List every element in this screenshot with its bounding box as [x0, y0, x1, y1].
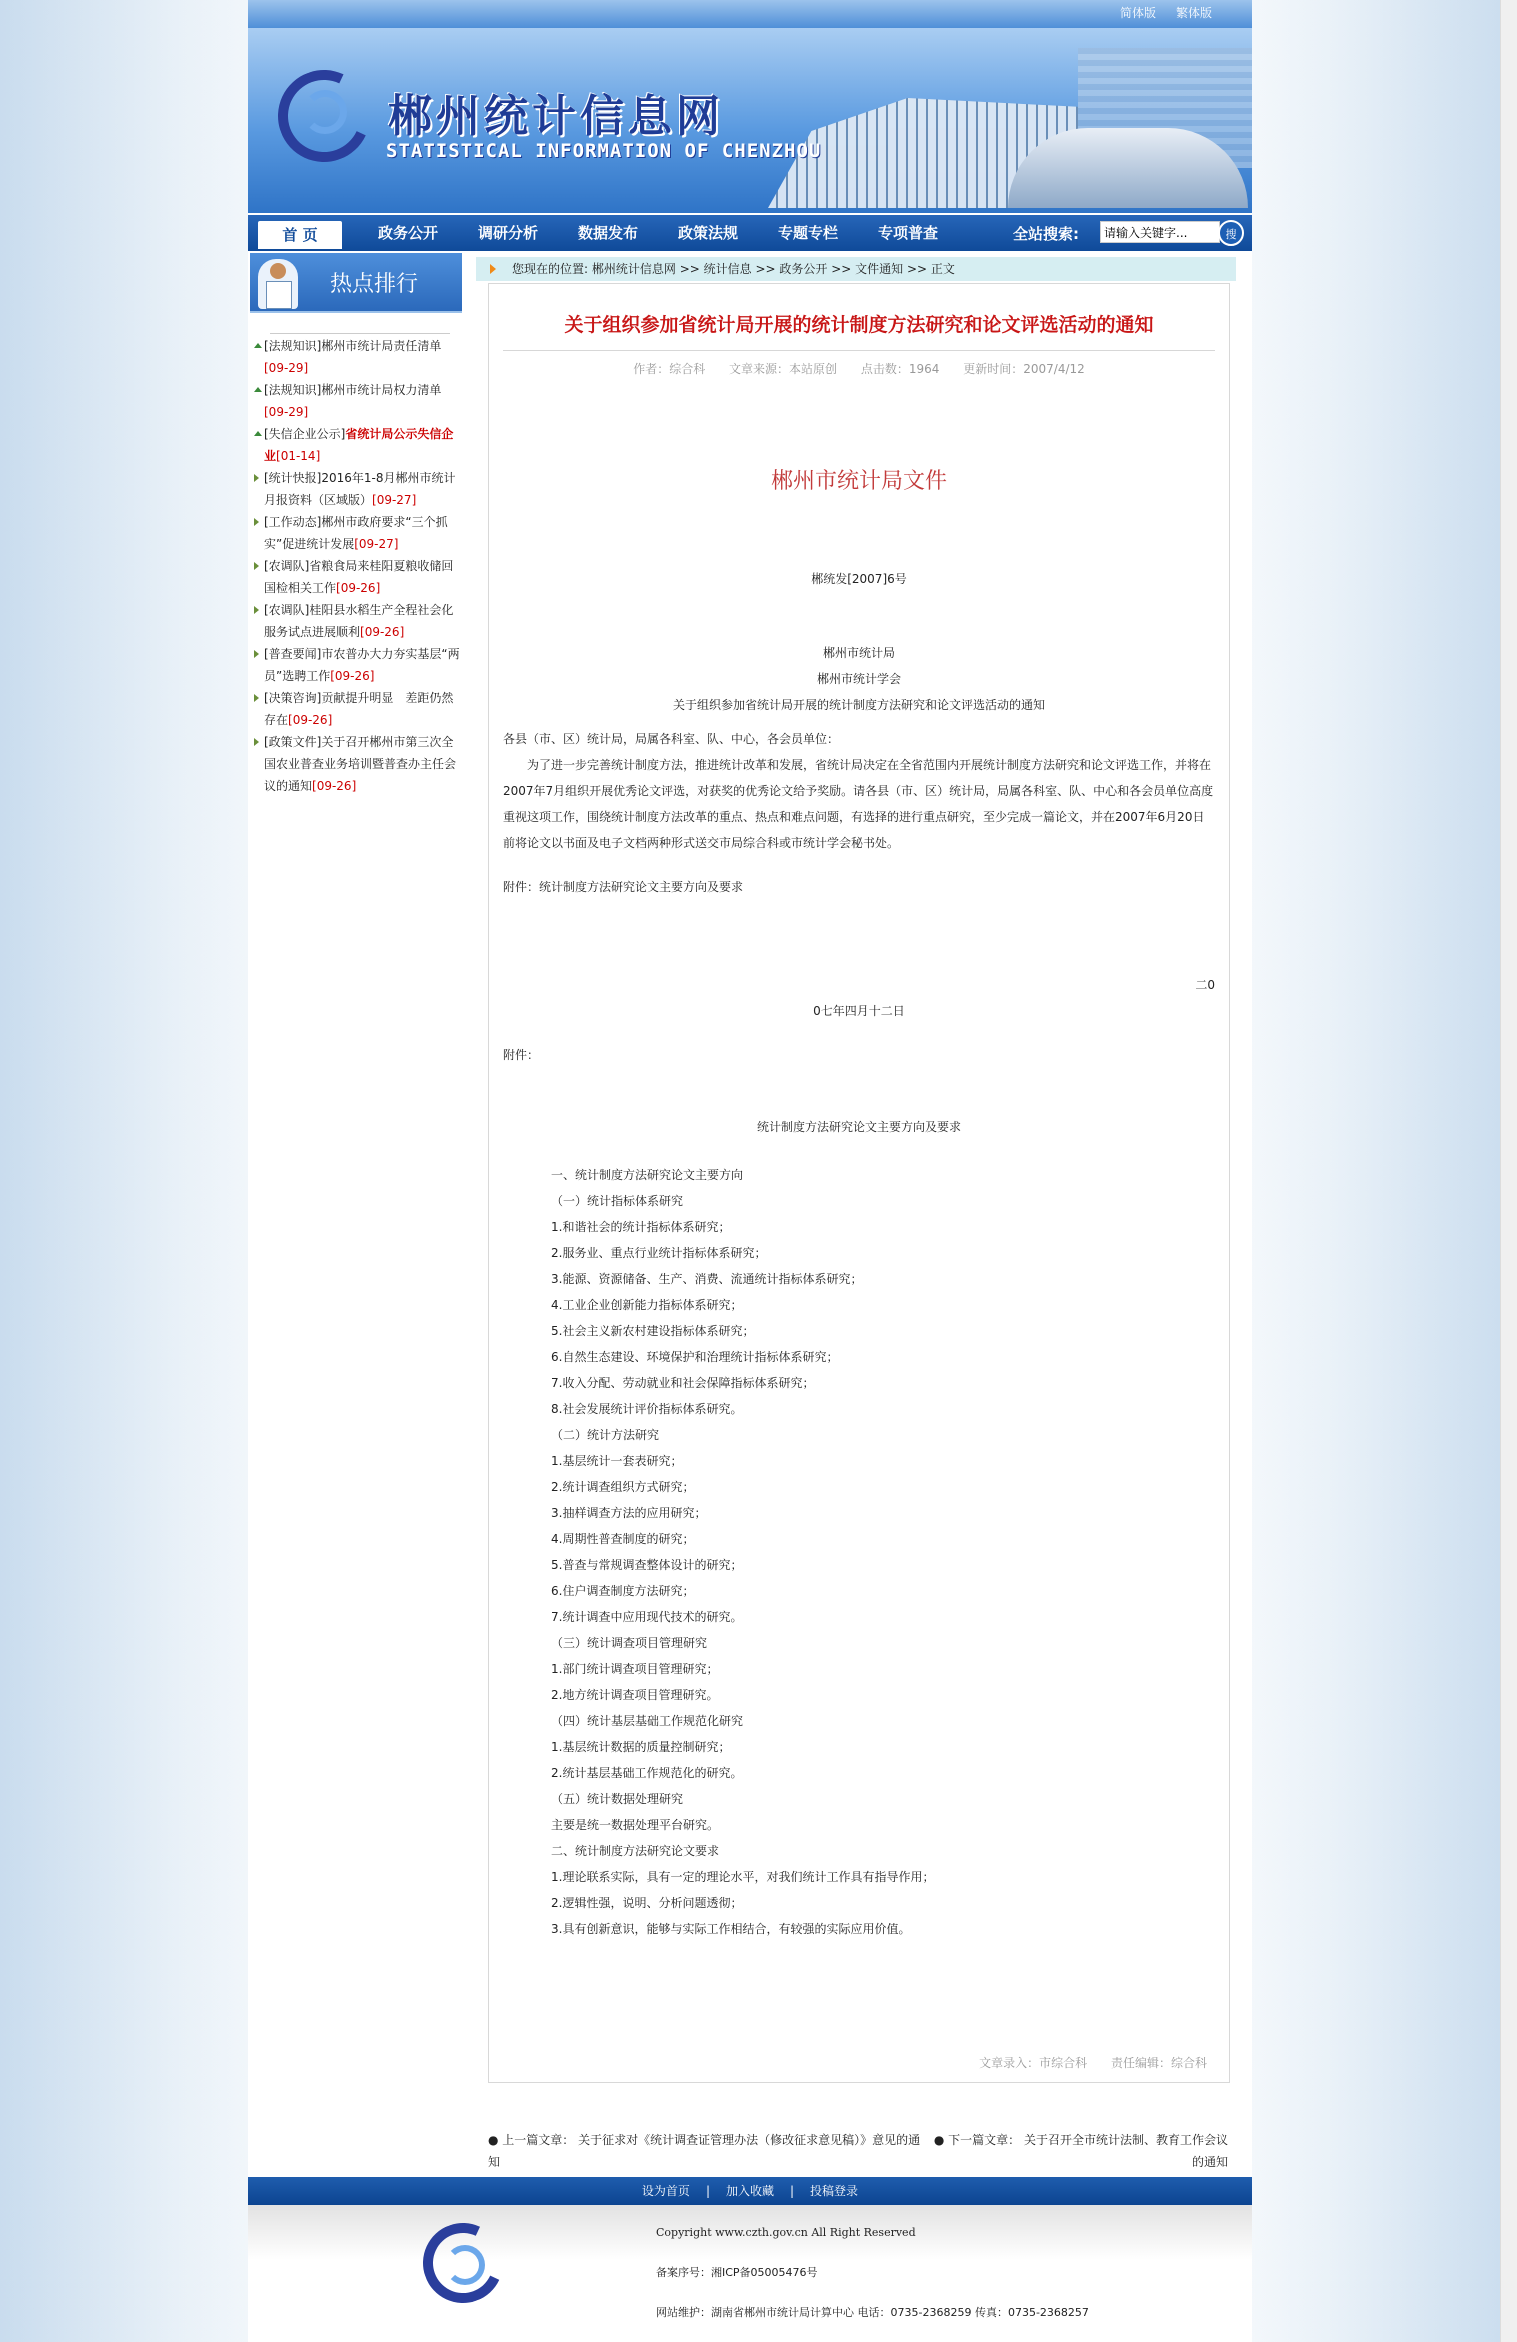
- hot-item-link[interactable]: [决策咨询]贡献提升明显 差距仍然存在: [264, 691, 454, 727]
- attachment-label: 附件：: [503, 1048, 540, 1062]
- hot-item-date: [09-27]: [372, 493, 417, 507]
- breadcrumb-separator: >>: [903, 262, 931, 276]
- attachment-reference: 附件：统计制度方法研究论文主要方向及要求: [503, 880, 744, 894]
- hot-item-link[interactable]: [失信企业公示]: [264, 427, 346, 441]
- requirement-line: 2.统计调查组织方式研究；: [551, 1480, 695, 1494]
- breadcrumb-separator: >>: [827, 262, 856, 276]
- article-clicks: 点击数：1964: [860, 362, 940, 376]
- requirement-line: 1.基层统计一套表研究；: [551, 1454, 683, 1468]
- requirement-line: 8.社会发展统计评价指标体系研究。: [551, 1402, 743, 1416]
- site-footer: [248, 2205, 1252, 2342]
- requirement-line: 5.社会主义新农村建设指标体系研究；: [551, 1324, 755, 1338]
- hot-ranking-divider: [270, 333, 450, 334]
- nav-research[interactable]: 调研分析: [477, 224, 538, 242]
- document-header: 郴州市统计局文件: [770, 469, 947, 494]
- breadcrumb-item[interactable]: 统计信息: [703, 262, 752, 276]
- article-editor: 责任编辑：综合科: [1110, 2056, 1207, 2070]
- breadcrumb-item: 正文: [930, 262, 955, 276]
- search-button[interactable]: 搜: [1218, 220, 1244, 246]
- attachment-title: 统计制度方法研究论文主要方向及要求: [756, 1120, 961, 1134]
- requirement-line: （一）统计指标体系研究: [551, 1194, 684, 1208]
- icp-record: 备案序号：湘ICP备05005476号: [656, 2266, 818, 2279]
- site-logo-inner-icon: [303, 90, 347, 134]
- page-scrollbar[interactable]: [1500, 0, 1517, 2342]
- requirement-line: （五）统计数据处理研究: [551, 1792, 684, 1806]
- prev-article-link[interactable]: 关于征求对《统计调查证管理办法（修改征求意见稿）》意见的通知: [488, 2133, 921, 2169]
- body-paragraph: 为了进一步完善统计制度方法，推进统计改革和发展，省统计局决定在全省范围内开展统计制度方法研究和论文评选工作，并将在2007年7月组织开展优秀论文评选，对获奖的优秀论文给予奖励。请各县（市、区）统计局，局属各科室、队、中心和各会员单位高度重视这项工作，围绕统计制度方法改革的重点、热点和难点问题，有选择的进行重点研究，至少完成一篇论文，并在2007年6月20日前将论文以书面及电子文档两种形式送交市局综合科或市统计学会秘书处。: [503, 758, 1214, 850]
- copyright: Copyright www.czth.gov.cn All Right Reserved: [656, 2226, 916, 2239]
- article-footer: [959, 2054, 1207, 2071]
- hot-item-date: [09-29]: [264, 405, 309, 419]
- hot-item-link[interactable]: [工作动态]郴州市政府要求“三个抓实”促进统计发展: [264, 515, 448, 551]
- prev-article: ● 上一篇文章： 关于征求对《统计调查证管理办法（修改征求意见稿）》意见的通知: [488, 2133, 921, 2169]
- hot-item-link[interactable]: [政策文件]关于召开郴州市第三次全国农业普查业务培训暨普查办主任会议的通知: [264, 735, 457, 793]
- breadcrumb-label: 您现在的位置:: [512, 262, 592, 276]
- hot-item-highlight: 省统计局公示失信企业: [264, 427, 454, 463]
- date-line-a: 二0: [1195, 978, 1215, 992]
- requirement-line: 4.工业企业创新能力指标体系研究；: [551, 1298, 743, 1312]
- article-author: 作者：综合科: [633, 362, 706, 376]
- hot-item[interactable]: [252, 555, 462, 599]
- breadcrumb-separator: >>: [751, 262, 780, 276]
- hot-item[interactable]: [252, 511, 462, 555]
- requirement-line: （二）统计方法研究: [551, 1428, 660, 1442]
- nav-policy[interactable]: 政策法规: [677, 224, 738, 242]
- salutation: 各县（市、区）统计局，局属各科室、队、中心，各会员单位：: [503, 732, 840, 746]
- hot-item[interactable]: [252, 643, 462, 687]
- breadcrumb-separator: >>: [675, 262, 704, 276]
- hot-item-date: [09-26]: [312, 779, 357, 793]
- breadcrumb: [476, 257, 1236, 281]
- requirement-line: 主要是统一数据处理平台研究。: [551, 1818, 720, 1832]
- requirement-line: 1.和谐社会的统计指标体系研究；: [551, 1220, 731, 1234]
- nav-special-topics[interactable]: 专题专栏: [777, 224, 838, 242]
- requirement-line: 2.逻辑性强，说明、分析问题透彻；: [551, 1896, 743, 1910]
- breadcrumb-item[interactable]: 郴州统计信息网: [591, 262, 676, 276]
- requirement-line: （三）统计调查项目管理研究: [551, 1636, 708, 1650]
- submit-login-link[interactable]: 投稿登录: [810, 2184, 859, 2198]
- nav-government-affairs[interactable]: 政务公开: [377, 224, 438, 242]
- nav-census[interactable]: 专项普查: [877, 224, 938, 242]
- lang-simplified-link[interactable]: 简体版: [1119, 6, 1156, 20]
- page-wrapper: [248, 0, 1252, 2342]
- footbar-sep-1: |: [705, 2184, 710, 2198]
- breadcrumb-item[interactable]: 文件通知: [855, 262, 904, 276]
- requirement-line: 4.周期性普查制度的研究；: [551, 1532, 695, 1546]
- requirement-line: 7.统计调查中应用现代技术的研究。: [551, 1610, 743, 1624]
- nav-items: [258, 223, 958, 249]
- requirements-list: [551, 1162, 1211, 1942]
- footbar-sep-2: |: [790, 2184, 795, 2198]
- hot-item[interactable]: [252, 335, 462, 379]
- site-name: 郴州统计信息网: [388, 91, 724, 142]
- document-number: 郴统发[2007]6号: [811, 572, 907, 586]
- hot-ranking-list: [252, 335, 462, 797]
- article-body: [503, 726, 1215, 900]
- title-divider: [503, 350, 1215, 351]
- requirement-line: 2.地方统计调查项目管理研究。: [551, 1688, 719, 1702]
- next-label: 下一篇文章：: [948, 2133, 1021, 2147]
- lang-traditional-link[interactable]: 繁体版: [1175, 6, 1212, 20]
- reader-icon: [258, 259, 298, 309]
- next-article: ● 下一篇文章： 关于召开全市统计法制、教育工作会议的通知: [933, 2133, 1228, 2169]
- requirement-line: 1.部门统计调查项目管理研究；: [551, 1662, 719, 1676]
- hot-item[interactable]: [252, 731, 462, 797]
- requirement-line: 3.能源、资源储备、生产、消费、流通统计指标体系研究；: [551, 1272, 863, 1286]
- set-homepage-link[interactable]: 设为首页: [641, 2184, 690, 2198]
- hot-item-date: [09-26]: [336, 581, 381, 595]
- issuer-2: 郴州市统计学会: [816, 672, 901, 686]
- footer-info: [656, 2213, 1089, 2333]
- hot-ranking-header: [250, 253, 462, 313]
- maintainer: 网站维护：湖南省郴州市统计局计算中心 电话：0735-2368259 传真：0735-2368257: [656, 2306, 1089, 2319]
- requirement-line: 5.普查与常规调查整体设计的研究；: [551, 1558, 743, 1572]
- requirement-line: 1.理论联系实际，具有一定的理论水平，对我们统计工作具有指导作用；: [551, 1870, 935, 1884]
- hot-item-date: [09-27]: [354, 537, 399, 551]
- hot-item[interactable]: [252, 423, 462, 467]
- hot-item-link[interactable]: [农调队]省粮食局来桂阳夏粮收储回国检相关工作: [264, 559, 454, 595]
- requirement-line: （四）统计基层基础工作规范化研究: [551, 1714, 744, 1728]
- requirement-line: 7.收入分配、劳动就业和社会保障指标体系研究；: [551, 1376, 815, 1390]
- article-box: [488, 283, 1230, 2083]
- article-source: 文章来源：本站原创: [729, 362, 838, 376]
- prev-label: 上一篇文章：: [502, 2133, 575, 2147]
- breadcrumb-item[interactable]: 政务公开: [779, 262, 828, 276]
- requirement-line: 2.统计基层基础工作规范化的研究。: [551, 1766, 743, 1780]
- hot-item-link[interactable]: [普查要闻]市农普办大力夯实基层“两员”选聘工作: [264, 647, 460, 683]
- requirement-line: 6.住户调查制度方法研究；: [551, 1584, 695, 1598]
- nav-data-release[interactable]: 数据发布: [577, 224, 638, 242]
- hot-item-link[interactable]: [法规知识]郴州市统计局责任清单: [264, 339, 442, 353]
- hot-item-date: [09-26]: [288, 713, 333, 727]
- hot-item-link[interactable]: [统计快报]2016年1-8月郴州市统计月报资料（区域版）: [264, 471, 456, 507]
- hot-ranking-title: 热点排行: [330, 272, 419, 297]
- breadcrumb-arrow-icon: [490, 264, 496, 274]
- article-meta: [489, 360, 1229, 377]
- document-subject: 关于组织参加省统计局开展的统计制度方法研究和论文评选活动的通知: [672, 698, 1045, 712]
- breadcrumb-text: [512, 257, 955, 281]
- top-bar: [248, 0, 1252, 28]
- language-switch: [1120, 4, 1212, 21]
- hot-item[interactable]: [252, 379, 462, 423]
- hot-item[interactable]: [252, 467, 462, 511]
- hot-item-date: [09-29]: [264, 361, 309, 375]
- article-title: 关于组织参加省统计局开展的统计制度方法研究和论文评选活动的通知: [564, 314, 1154, 336]
- hot-item-date: [09-26]: [360, 625, 405, 639]
- requirement-line: 2.服务业、重点行业统计指标体系研究；: [551, 1246, 767, 1260]
- article-updated: 更新时间：2007/4/12: [963, 362, 1085, 376]
- search-label: 全站搜索:: [1013, 225, 1079, 243]
- hot-item-link[interactable]: [法规知识]郴州市统计局权力清单: [264, 383, 442, 397]
- requirement-line: 3.具有创新意识，能够与实际工作相结合，有较强的实际应用价值。: [551, 1922, 911, 1936]
- issuer-1: 郴州市统计局: [822, 646, 895, 660]
- date-line-b: 0七年四月十二日: [813, 1004, 905, 1018]
- hot-item-date: [09-26]: [330, 669, 375, 683]
- footer-logo-icon: [423, 2223, 503, 2303]
- requirement-line: 6.自然生态建设、环境保护和治理统计指标体系研究；: [551, 1350, 839, 1364]
- requirement-line: 3.抽样调查方法的应用研究；: [551, 1506, 707, 1520]
- site-name-english: STATISTICAL INFORMATION OF CHENZHOU: [386, 140, 822, 162]
- hot-ranking-sidebar: [250, 253, 462, 793]
- hot-item-date: [01-14]: [276, 449, 321, 463]
- next-article-link[interactable]: 关于召开全市统计法制、教育工作会议的通知: [1023, 2133, 1228, 2169]
- hot-item[interactable]: [252, 599, 462, 643]
- add-favorite-link[interactable]: 加入收藏: [725, 2184, 774, 2198]
- hot-item-link[interactable]: [农调队]桂阳县水稻生产全程社会化服务试点进展顺利: [264, 603, 454, 639]
- requirement-line: 二、统计制度方法研究论文要求: [551, 1844, 720, 1858]
- search-input[interactable]: [1100, 221, 1220, 243]
- requirement-line: 一、统计制度方法研究论文主要方向: [551, 1168, 744, 1182]
- main-nav: [248, 215, 1252, 251]
- requirement-line: 1.基层统计数据的质量控制研究；: [551, 1740, 731, 1754]
- hot-item[interactable]: [252, 687, 462, 731]
- site-banner: [248, 28, 1252, 213]
- footer-link-bar: [248, 2177, 1252, 2205]
- nav-home[interactable]: 首 页: [258, 221, 342, 249]
- article-entry: 文章录入：市综合科: [979, 2056, 1088, 2070]
